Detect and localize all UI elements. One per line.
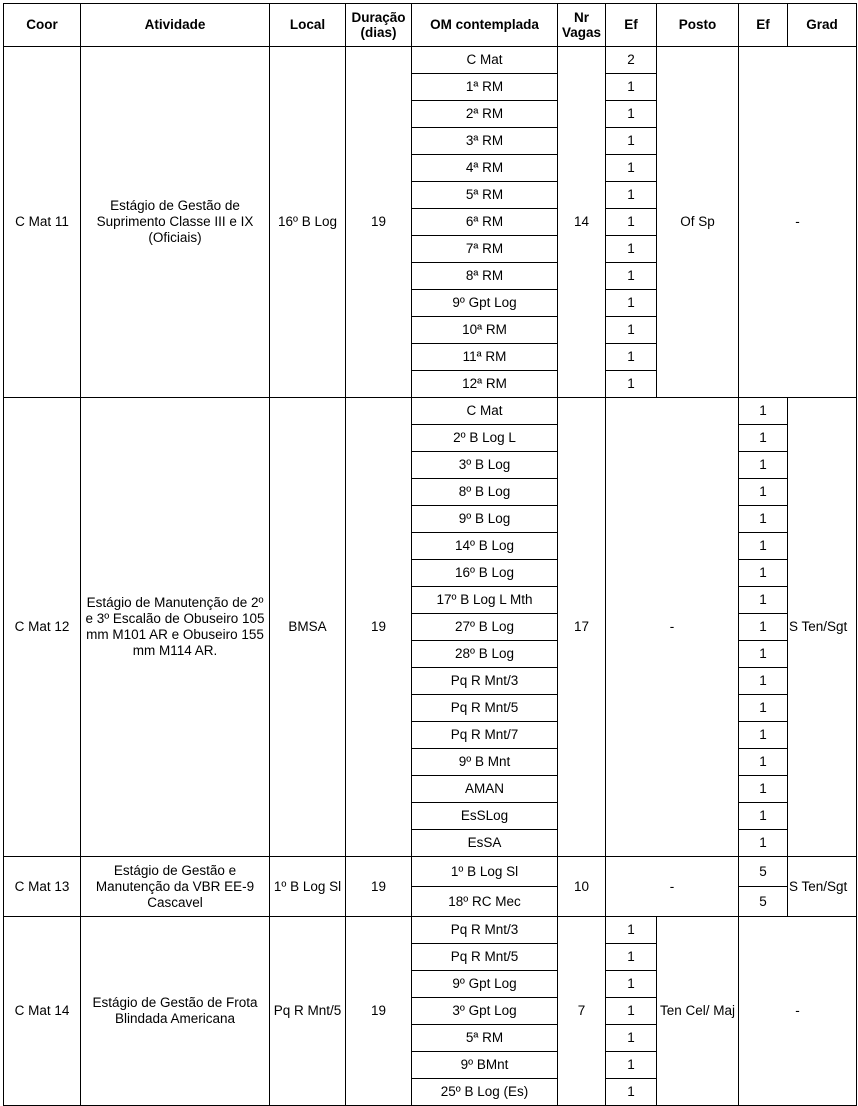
om-cell: AMAN	[412, 776, 558, 803]
atividade-cell: Estágio de Gestão e Manutenção da VBR EE-9 Cascavel	[81, 857, 270, 917]
ef-grad-cell: 1	[739, 560, 788, 587]
ef-grad-cell: 1	[739, 695, 788, 722]
om-cell: 3º B Log	[412, 452, 558, 479]
ef-posto-cell: 1	[606, 971, 657, 998]
atividade-cell: Estágio de Gestão de Suprimento Classe III e IX (Oficiais)	[81, 47, 270, 398]
om-cell: C Mat	[412, 47, 558, 74]
om-cell: 12ª RM	[412, 371, 558, 398]
ef-posto-cell: 1	[606, 101, 657, 128]
ef-posto-cell: 1	[606, 128, 657, 155]
ef-grad-cell: 1	[739, 641, 788, 668]
ef-grad-cell: 5	[739, 857, 788, 887]
ef-posto-cell: 1	[606, 1052, 657, 1079]
om-cell: 17º B Log L Mth	[412, 587, 558, 614]
grad-cell: -	[739, 917, 857, 1106]
ef-posto-cell: 1	[606, 917, 657, 944]
om-cell: 10ª RM	[412, 317, 558, 344]
vagas-cell: 10	[558, 857, 606, 917]
duracao-cell: 19	[346, 857, 412, 917]
grad-cell: S Ten/Sgt	[788, 857, 857, 917]
duracao-cell: 19	[346, 917, 412, 1106]
ef-grad-cell: 1	[739, 398, 788, 425]
ef-posto-cell: 1	[606, 236, 657, 263]
om-cell: 2ª RM	[412, 101, 558, 128]
om-cell: 27º B Log	[412, 614, 558, 641]
om-cell: 1ª RM	[412, 74, 558, 101]
om-cell: 9º Gpt Log	[412, 971, 558, 998]
ef-posto-cell: 1	[606, 344, 657, 371]
header-atividade: Atividade	[81, 4, 270, 47]
header-duracao-line1: Duração	[351, 10, 406, 25]
ef-posto-cell: 1	[606, 182, 657, 209]
table-body	[4, 47, 857, 1106]
ef-grad-cell: 1	[739, 452, 788, 479]
table-row	[4, 857, 857, 887]
om-cell: 2º B Log L	[412, 425, 558, 452]
om-cell: 4ª RM	[412, 155, 558, 182]
om-cell: 8º B Log	[412, 479, 558, 506]
ef-grad-cell: 1	[739, 722, 788, 749]
courses-table	[3, 3, 857, 1106]
ef-grad-cell: 1	[739, 614, 788, 641]
table-row	[4, 398, 857, 425]
ef-grad-cell: 1	[739, 749, 788, 776]
header-nr-line2: Vagas	[561, 25, 602, 40]
posto-cell: -	[606, 857, 739, 917]
om-cell: 16º B Log	[412, 560, 558, 587]
ef-posto-cell: 1	[606, 263, 657, 290]
om-cell: Pq R Mnt/3	[412, 917, 558, 944]
ef-grad-cell: 5	[739, 887, 788, 917]
header-posto: Posto	[657, 4, 739, 47]
atividade-cell: Estágio de Manutenção de 2º e 3º Escalão de Obuseiro 105 mm M101 AR e Obuseiro 155 mm M114 AR.	[81, 398, 270, 857]
om-cell: 9º Gpt Log	[412, 290, 558, 317]
ef-posto-cell: 1	[606, 290, 657, 317]
om-cell: 11ª RM	[412, 344, 558, 371]
grad-cell: -	[739, 47, 857, 398]
ef-posto-cell: 1	[606, 209, 657, 236]
ef-posto-cell: 1	[606, 155, 657, 182]
om-cell: 3ª RM	[412, 128, 558, 155]
header-grad: Grad	[788, 4, 857, 47]
posto-cell: Ten Cel/ Maj	[657, 917, 739, 1106]
om-cell: C Mat	[412, 398, 558, 425]
header-row	[4, 4, 857, 47]
coor-cell: C Mat 12	[4, 398, 81, 857]
ef-posto-cell: 1	[606, 1025, 657, 1052]
ef-grad-cell: 1	[739, 776, 788, 803]
table-row	[4, 917, 857, 944]
om-cell: 9º B Log	[412, 506, 558, 533]
om-cell: 25º B Log (Es)	[412, 1079, 558, 1106]
local-cell: Pq R Mnt/5	[270, 917, 346, 1106]
coor-cell: C Mat 13	[4, 857, 81, 917]
ef-posto-cell: 1	[606, 998, 657, 1025]
posto-cell: Of Sp	[657, 47, 739, 398]
coor-cell: C Mat 11	[4, 47, 81, 398]
header-local: Local	[270, 4, 346, 47]
duracao-cell: 19	[346, 47, 412, 398]
om-cell: 14º B Log	[412, 533, 558, 560]
ef-posto-cell: 1	[606, 371, 657, 398]
vagas-cell: 14	[558, 47, 606, 398]
header-nr-line1: Nr	[573, 10, 589, 25]
coor-cell: C Mat 14	[4, 917, 81, 1106]
om-cell: 9º B Mnt	[412, 749, 558, 776]
ef-grad-cell: 1	[739, 830, 788, 857]
atividade-cell: Estágio de Gestão de Frota Blindada Americana	[81, 917, 270, 1106]
posto-cell: -	[606, 398, 739, 857]
ef-posto-cell: 2	[606, 47, 657, 74]
ef-grad-cell: 1	[739, 803, 788, 830]
om-cell: 28º B Log	[412, 641, 558, 668]
header-duracao-line2: (dias)	[360, 25, 397, 40]
ef-posto-cell: 1	[606, 944, 657, 971]
header-duracao	[346, 4, 412, 47]
grad-cell: S Ten/Sgt	[788, 398, 857, 857]
om-cell: Pq R Mnt/5	[412, 944, 558, 971]
om-cell: 5ª RM	[412, 1025, 558, 1052]
header-om: OM contemplada	[412, 4, 558, 47]
ef-grad-cell: 1	[739, 506, 788, 533]
om-cell: 7ª RM	[412, 236, 558, 263]
om-cell: 9º BMnt	[412, 1052, 558, 1079]
header-ef-grad: Ef	[739, 4, 788, 47]
header-nr-vagas	[558, 4, 606, 47]
om-cell: EsSLog	[412, 803, 558, 830]
om-cell: 6ª RM	[412, 209, 558, 236]
ef-posto-cell: 1	[606, 74, 657, 101]
ef-grad-cell: 1	[739, 668, 788, 695]
om-cell: 1º B Log Sl	[412, 857, 558, 887]
local-cell: 1º B Log Sl	[270, 857, 346, 917]
local-cell: 16º B Log	[270, 47, 346, 398]
ef-grad-cell: 1	[739, 587, 788, 614]
ef-posto-cell: 1	[606, 317, 657, 344]
local-cell: BMSA	[270, 398, 346, 857]
om-cell: Pq R Mnt/5	[412, 695, 558, 722]
vagas-cell: 17	[558, 398, 606, 857]
vagas-cell: 7	[558, 917, 606, 1106]
header-coor: Coor	[4, 4, 81, 47]
om-cell: 5ª RM	[412, 182, 558, 209]
ef-posto-cell: 1	[606, 1079, 657, 1106]
duracao-cell: 19	[346, 398, 412, 857]
om-cell: Pq R Mnt/7	[412, 722, 558, 749]
ef-grad-cell: 1	[739, 479, 788, 506]
om-cell: 18º RC Mec	[412, 887, 558, 917]
ef-grad-cell: 1	[739, 533, 788, 560]
table-row	[4, 47, 857, 74]
om-cell: 8ª RM	[412, 263, 558, 290]
om-cell: Pq R Mnt/3	[412, 668, 558, 695]
om-cell: EsSA	[412, 830, 558, 857]
header-ef-posto: Ef	[606, 4, 657, 47]
om-cell: 3º Gpt Log	[412, 998, 558, 1025]
ef-grad-cell: 1	[739, 425, 788, 452]
